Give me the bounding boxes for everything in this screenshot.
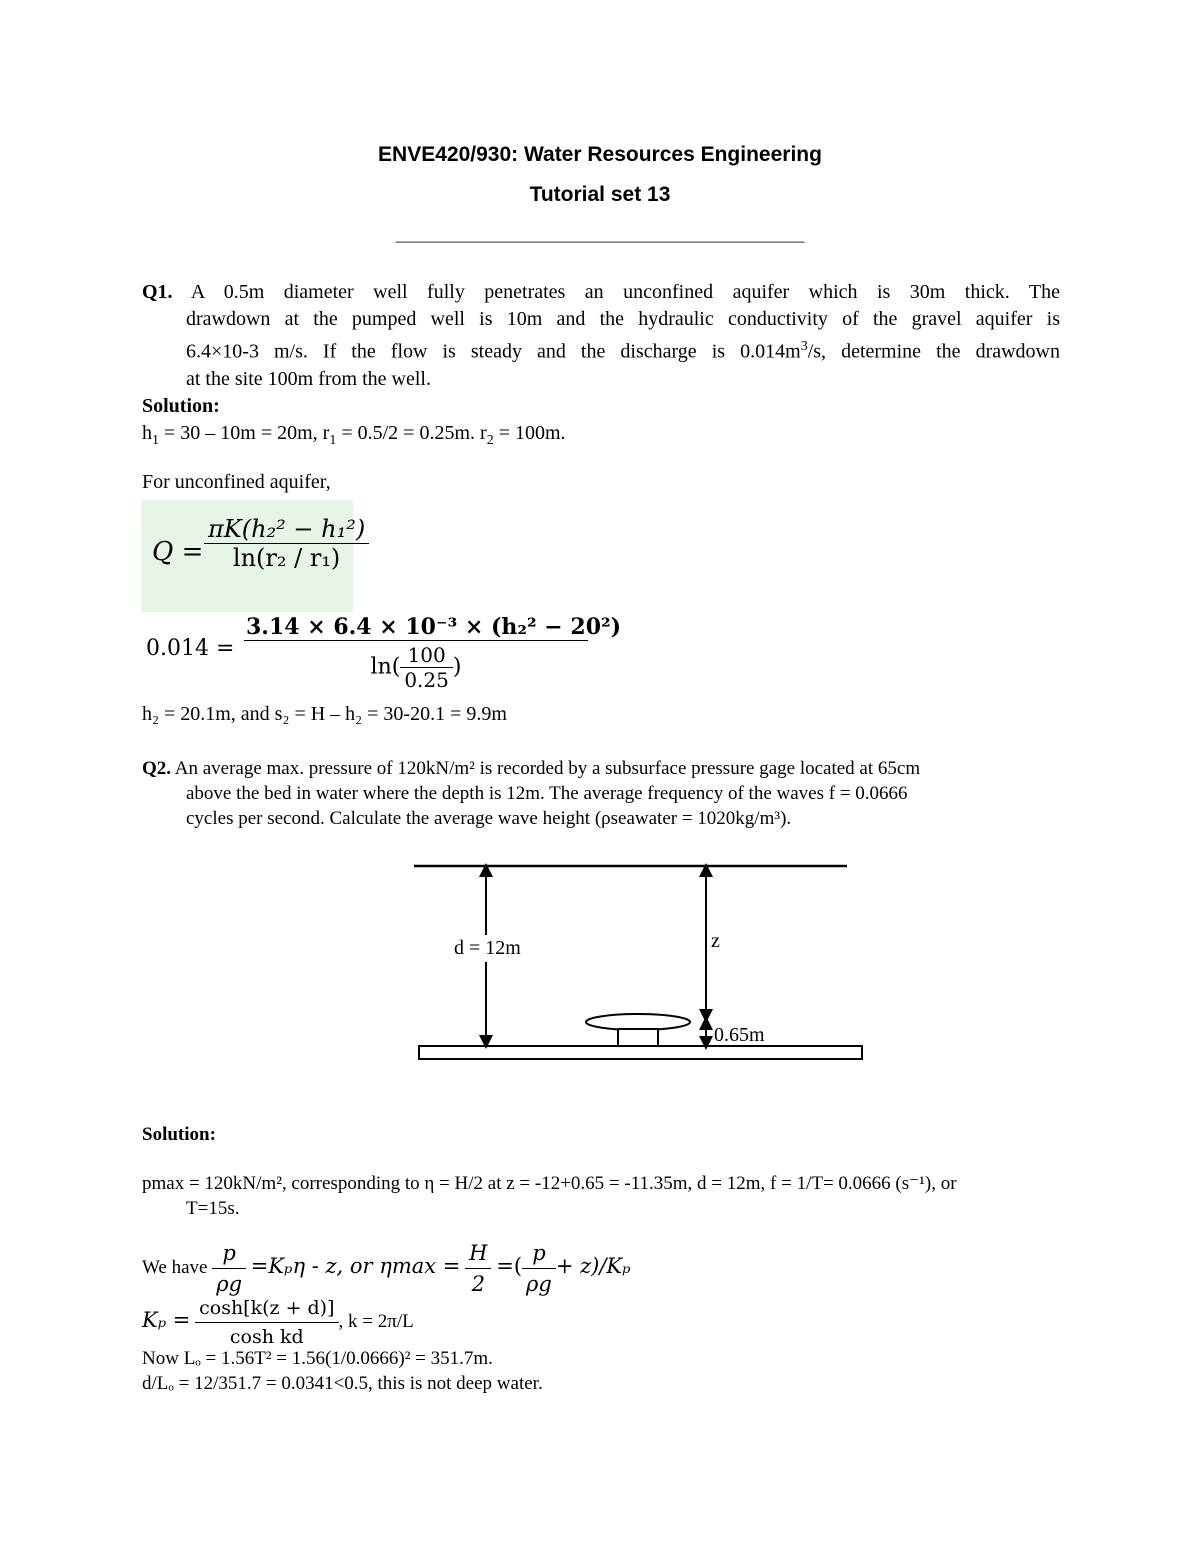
q1-formula-fraction	[204, 515, 369, 572]
q1-line-4: at the site 100m from the well.	[186, 367, 431, 390]
q2-kp-row	[142, 1294, 414, 1351]
pressure-gage-stand	[618, 1029, 658, 1046]
q1-text-3a: 6.4×10-3 m/s. If the flow is steady and the discharge is 0.014m	[186, 340, 801, 363]
q1-eq-close: )	[452, 654, 462, 680]
q1-eq-den	[244, 640, 588, 692]
q1-eq-den-den: 0.25	[400, 667, 453, 692]
question-1	[142, 279, 1060, 454]
tutorial-title: Tutorial set 13	[529, 183, 671, 206]
q2-f3-den: ρg	[522, 1268, 556, 1299]
q2-f1-rhs: =Kₚη - z, or ηmax =	[250, 1253, 461, 1278]
q2-line-3: cycles per second. Calculate the average wave height (ρseawater = 1020kg/m³).	[186, 808, 792, 829]
question-2	[142, 756, 1042, 831]
pressure-gage-disc	[586, 1014, 690, 1030]
q2-line-1	[142, 756, 1042, 781]
depth-label: d = 12m	[454, 935, 521, 962]
q1-text-3b: /s, determine the drawdown	[807, 340, 1060, 363]
q1-formula-num: πK(h₂² − h₁²)	[208, 515, 366, 543]
q1-solution-values: $h_1 = 30 - 10m = 20m$, $r_1 = 0.5/2 = 0.25m$. $r_2 = 100m$.	[142, 421, 566, 448]
q1-formula-den: ln(r₂ / r₁)	[204, 543, 369, 572]
q1-line-3: 6.4×10-3 m/s. If the flow is steady and the discharge is $0.014m^3/s$, determine the drawdown	[186, 339, 1060, 363]
q2-text-1: An average max. pressure of 120kN/m² is recorded by a subsurface pressure gage located at 65cm	[174, 758, 921, 779]
title-divider: ___________________________________	[395, 222, 805, 245]
q2-f3-rhs: + z)/Kₚ	[555, 1253, 631, 1278]
q1-line-2: drawdown at the pumped well is 10m and the hydraulic conductivity of the gravel aquifer is	[186, 308, 1060, 330]
q2-f2-num: H	[469, 1241, 488, 1265]
q2-sol-line-2: T=15s.	[186, 1198, 240, 1219]
q1-eq-ln: ln(	[370, 654, 401, 680]
q2-solution-label: Solution:	[142, 1124, 216, 1145]
gage-height-label: 0.65m	[714, 1024, 765, 1046]
q2-f2-mid: =(	[496, 1253, 523, 1278]
q1-text-1: A 0.5m diameter well fully penetrates an unconfined aquifer which is 30m thick. The	[190, 281, 1060, 303]
seabed	[419, 1046, 862, 1059]
q1-eq-num: 3.14 × 6.4 × 10⁻³ × (h₂² − 20²)	[246, 614, 622, 640]
q1-sol-h: h	[142, 421, 152, 444]
q1-formula-q: Q =	[152, 537, 204, 567]
q1-sol-rest: = 30 – 10m = 20m, r	[164, 421, 330, 444]
q1-sol-rest3: = 100m.	[498, 421, 566, 444]
q1-solution-label: Solution:	[142, 394, 220, 417]
q2-kp-num: cosh[k(z + d)]	[199, 1297, 335, 1319]
q1-label: Q1.	[142, 281, 173, 303]
q2-kp-rhs: , k = 2π/L	[338, 1310, 414, 1332]
course-title: ENVE420/930: Water Resources Engineering	[378, 143, 822, 166]
q1-result: h₂ = 20.1m, and s₂ = H – h₂ = 30-20.1 = 9.9m	[142, 703, 507, 725]
q2-f2-den: 2	[465, 1268, 491, 1299]
q2-ratio-line: d/Lₒ = 12/351.7 = 0.0341<0.5, this is not deep water.	[142, 1373, 543, 1394]
q2-label: Q2.	[142, 758, 172, 779]
q2-sol-line-1: pmax = 120kN/m², corresponding to η = H/2 at z = -12+0.65 = -11.35m, d = 12m, f = 1/T= 0.0666 (s⁻¹), or	[142, 1173, 957, 1194]
q1-eq-den-num: 100	[407, 643, 446, 667]
q1-sol-rest2: = 0.5/2 = 0.25m. r	[341, 421, 487, 444]
q2-now-line: Now Lₒ = 1.56T² = 1.56(1/0.0666)² = 351.7m.	[142, 1348, 493, 1369]
q1-eq-fraction	[244, 614, 623, 692]
q2-f3-num: p	[532, 1241, 546, 1265]
z-label: z	[711, 930, 720, 952]
q1-line-1	[142, 279, 1060, 306]
q2-f1-num: p	[222, 1241, 236, 1265]
q2-kp-lhs: Kₚ =	[142, 1307, 191, 1332]
q2-line-2: above the bed in water where the depth is 12m. The average frequency of the waves f = 0.0666	[186, 783, 908, 804]
q2-formula-row	[142, 1238, 631, 1299]
q1-eq-lhs: 0.014 =	[146, 636, 235, 661]
q2-f1-den: ρg	[212, 1268, 246, 1299]
q2-kp-den: cosh kd	[195, 1322, 338, 1351]
wave-gage-diagram	[400, 855, 880, 1070]
q1-unconfined-text: For unconfined aquifer,	[142, 471, 331, 493]
q2-we-have: We have	[142, 1256, 208, 1278]
